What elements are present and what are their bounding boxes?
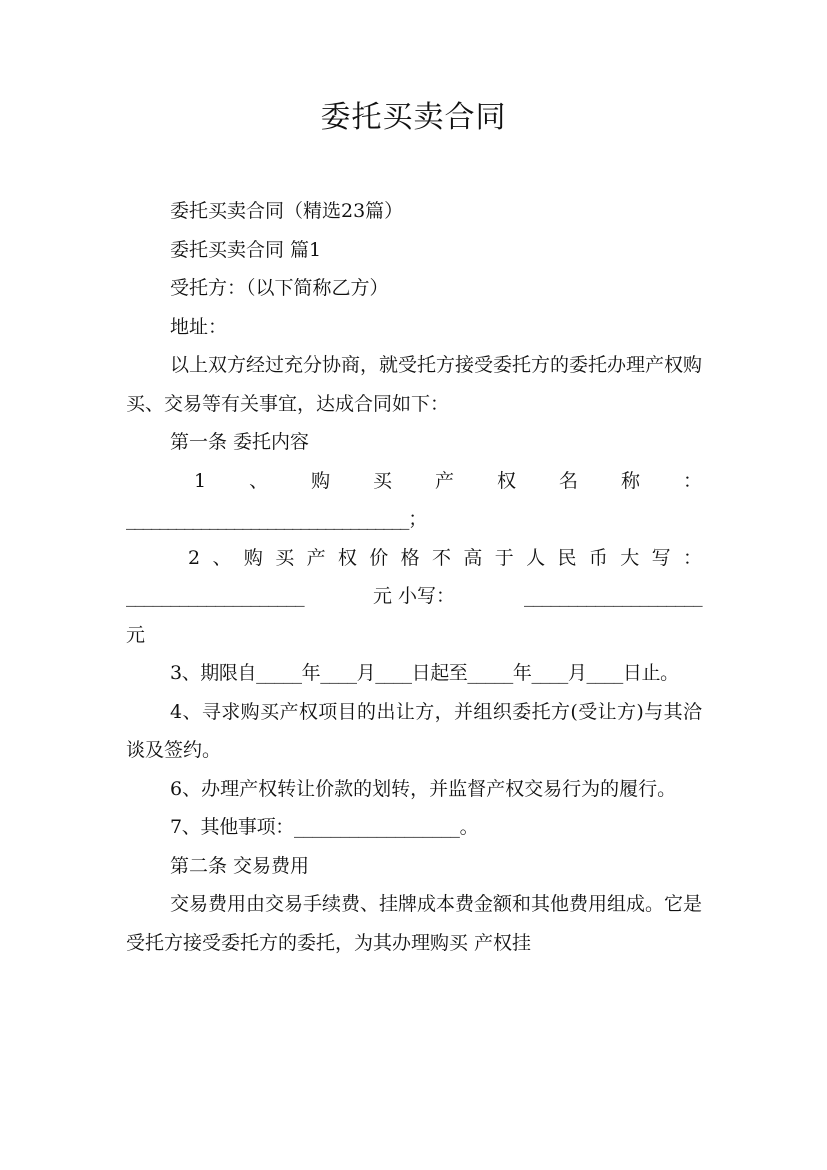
subtitle-line: 委托买卖合同（精选23篇） xyxy=(170,200,404,222)
amount-words-blank: ____________________ xyxy=(126,585,305,607)
article-one-heading: 第一条 委托内容 xyxy=(170,431,310,453)
item-2-price-label: 2、购买产权价格不高于人民币大写： xyxy=(188,546,702,569)
item-1-blank: __________________________________； xyxy=(126,508,427,530)
fees-paragraph: 交易费用由交易手续费、挂牌成本费金额和其他费用组成。它是受托方接受委托方的委托，为其办理购买 产权挂 xyxy=(126,893,703,954)
item-7-other-matters: 7、其他事项：__________________。 xyxy=(170,816,479,838)
amount-unit: 元 xyxy=(126,623,146,646)
article-two-heading: 第二条 交易费用 xyxy=(170,854,310,877)
item-1-product-name: 1、购买产权名称： xyxy=(194,469,702,492)
section-heading: 委托买卖合同 篇1 xyxy=(170,238,322,261)
item-2-amount-row xyxy=(126,577,702,616)
address-line: 地址： xyxy=(170,315,228,338)
item-3-period: 3、期限自_____年____月____日起至_____年____月____日止。 xyxy=(170,662,679,684)
document-body xyxy=(126,192,702,962)
document-title: 委托买卖合同 xyxy=(320,100,507,135)
amount-small-label: 元 小写： xyxy=(372,585,456,607)
preamble-paragraph: 以上双方经过充分协商，就受托方接受委托方的委托办理产权购买、交易等有关事宜，达成合同如下： xyxy=(126,354,703,415)
item-4-seller-search: 4、寻求购买产权项目的出让方，并组织委托方(受让方)与其洽谈及签约。 xyxy=(126,700,702,761)
amount-figures-blank: ____________________ xyxy=(523,585,702,607)
trustee-line: 受托方：（以下简称乙方） xyxy=(170,277,389,299)
item-6-payment-transfer: 6、办理产权转让价款的划转，并监督产权交易行为的履行。 xyxy=(170,777,677,800)
